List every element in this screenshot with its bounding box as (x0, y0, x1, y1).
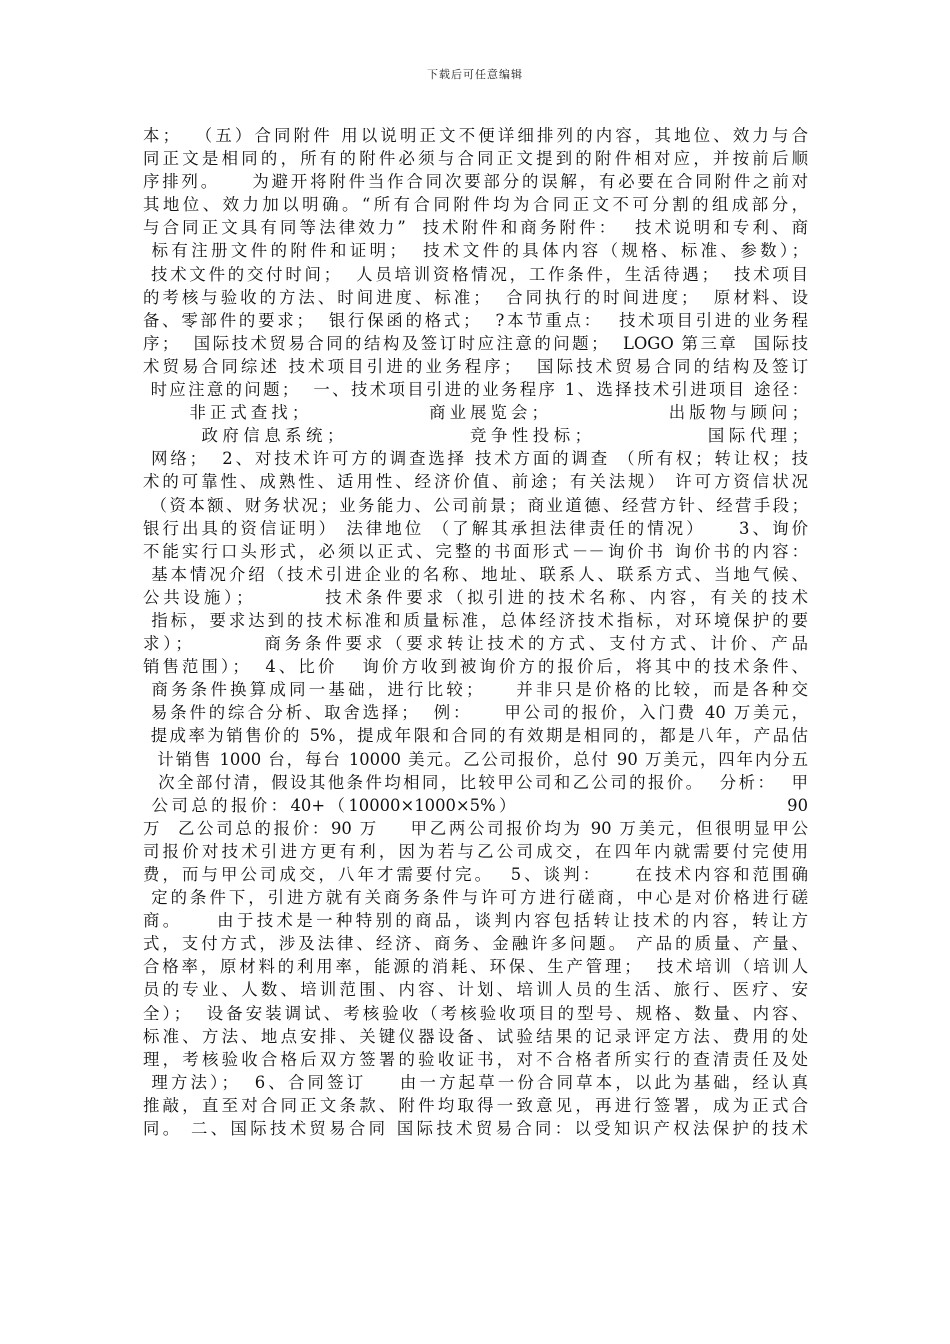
text-line: 商务条件换算成同一基础，进行比较； 并非只是价格的比较，而是各种交 (143, 680, 808, 700)
text-line: 与合同正文具有同等法律效力” 技术附件和商务附件： 技术说明和专利、商 (143, 218, 808, 238)
text-line: 式，支付方式，涉及法律、经济、商务、金融许多问题。 产品的质量、产量、 (143, 934, 808, 954)
text-line: 合格率，原材料的利用率，能源的消耗、环保、生产管理； 技术培训（培训人 (143, 957, 808, 977)
text-line: 理方法）； 6、合同签订 由一方起草一份合同草本，以此为基础，经认真 (143, 1072, 808, 1092)
text-line: 公共设施）； 技术条件要求（拟引进的技术名称、内容，有关的技术 (143, 587, 808, 607)
text-line: 定的条件下，引进方就有关商务条件与许可方进行磋商，中心是对价格进行磋 (143, 888, 808, 908)
text-line: 的考核与验收的方法、时间进度、标准； 合同执行的时间进度； 原材料、设 (143, 287, 808, 307)
text-line: 银行出具的资信证明） 法律地位 （了解其承担法律责任的情况） 3、询价 (143, 518, 808, 538)
text-line: 万 乙公司总的报价：90 万 甲乙两公司报价均为 90 万美元，但很明显甲公 (143, 818, 808, 838)
text-line: 推敲，直至对合同正文条款、附件均取得一致意见，再进行签署，成为正式合 (143, 1095, 808, 1115)
text-line: 全）； 设备安装调试、考核验收（考核验收项目的型号、规格、数量、内容、 (143, 1003, 808, 1023)
text-line: 标准、方法、地点安排、关键仪器设备、试验结果的记录评定方法、费用的处 (143, 1026, 808, 1046)
text-line: 计销售 1000 台，每台 10000 美元。乙公司报价，总付 90 万美元，四年内分五 (143, 749, 808, 769)
text-line: 求）； 商务条件要求（要求转让技术的方式、支付方式、计价、产品 (143, 634, 808, 654)
text-line: 备、零部件的要求； 银行保函的格式； ?本节重点： 技术项目引进的业务程 (143, 310, 808, 330)
text-line: 同正文是相同的，所有的附件必须与合同正文提到的附件相对应，并按前后顺 (143, 149, 808, 169)
text-line: 序； 国际技术贸易合同的结构及签订时应注意的问题； LOGO 第三章 国际技 (143, 333, 808, 353)
text-line: 技术文件的交付时间； 人员培训资格情况，工作条件，生活待遇； 技术项目 (143, 264, 808, 284)
document-body (143, 124, 808, 1140)
text-line: 提成率为销售价的 5%，提成年限和合同的有效期是相同的，都是八年，产品估 (143, 726, 808, 746)
text-line: 同。 二、国际技术贸易合同 国际技术贸易合同：以受知识产权法保护的技术 (143, 1119, 808, 1139)
text-line: （资本额、财务状况；业务能力、公司前景；商业道德、经营方针、经营手段； (143, 495, 808, 515)
text-line: 理，考核验收合格后双方签署的验收证书，对不合格者所实行的查清责任及处 (143, 1049, 808, 1069)
text-line: 费，而与甲公司成交，八年才需要付完。 5、谈判： 在技术内容和范围确 (143, 865, 808, 884)
text-line: 术的可靠性、成熟性、适用性、经济价值、前途；有关法规） 许可方资信状况 (143, 472, 808, 492)
text-line: 网络； 2、对技术许可方的调查选择 技术方面的调查 （所有权；转让权；技 (143, 449, 808, 469)
text-line: 商。 由于技术是一种特别的商品，谈判内容包括转让技术的内容，转让方 (143, 911, 808, 931)
text-line: 术贸易合同综述 技术项目引进的业务程序； 国际技术贸易合同的结构及签订 (143, 356, 808, 376)
text-line: 员的专业、人数、培训范围、内容、计划、培训人员的生活、旅行、医疗、安 (143, 980, 808, 1000)
text-line: 序排列。 为避开将附件当作合同次要部分的误解，有必要在合同附件之前对 (143, 172, 808, 192)
text-line: 基本情况介绍（技术引进企业的名称、地址、联系人、联系方式、当地气候、 (143, 564, 808, 584)
text-line: 非正式查找； 商业展览会； 出版物与顾问； (143, 403, 808, 423)
text-line: 本； （五）合同附件 用以说明正文不便详细排列的内容，其地位、效力与合 (143, 126, 808, 145)
text-line: 指标，要求达到的技术标准和质量标准，总体经济技术指标，对环境保护的要 (143, 610, 808, 630)
text-line: 其地位、效力加以明确。“所有合同附件均为合同正文不可分割的组成部分， (143, 195, 808, 215)
page-header: 下载后可任意编辑 (427, 68, 523, 81)
text-line: 司报价对技术引进方更有利，因为若与乙公司成交，在四年内就需要付完使用 (143, 841, 808, 861)
text-line: 销售范围）； 4、比价 询价方收到被询价方的报价后，将其中的技术条件、 (143, 657, 808, 677)
text-line: 次全部付清，假设其他条件均相同，比较甲公司和乙公司的报价。 分析： 甲 (143, 772, 808, 792)
text-line: 政府信息系统； 竞争性投标； 国际代理； (143, 426, 808, 446)
text-line: 易条件的综合分析、取舍选择； 例： 甲公司的报价，入门费 40 万美元， (143, 703, 808, 723)
text-line: 公司总的报价：40+（10000×1000×5%） 90 (143, 795, 808, 815)
text-line: 标有注册文件的附件和证明； 技术文件的具体内容（规格、标准、参数）； (143, 241, 808, 261)
text-line: 不能实行口头形式，必须以正式、完整的书面形式－－询价书 询价书的内容： (143, 541, 808, 561)
text-line: 时应注意的问题； 一、技术项目引进的业务程序 1、选择技术引进项目 途径： (143, 380, 808, 400)
